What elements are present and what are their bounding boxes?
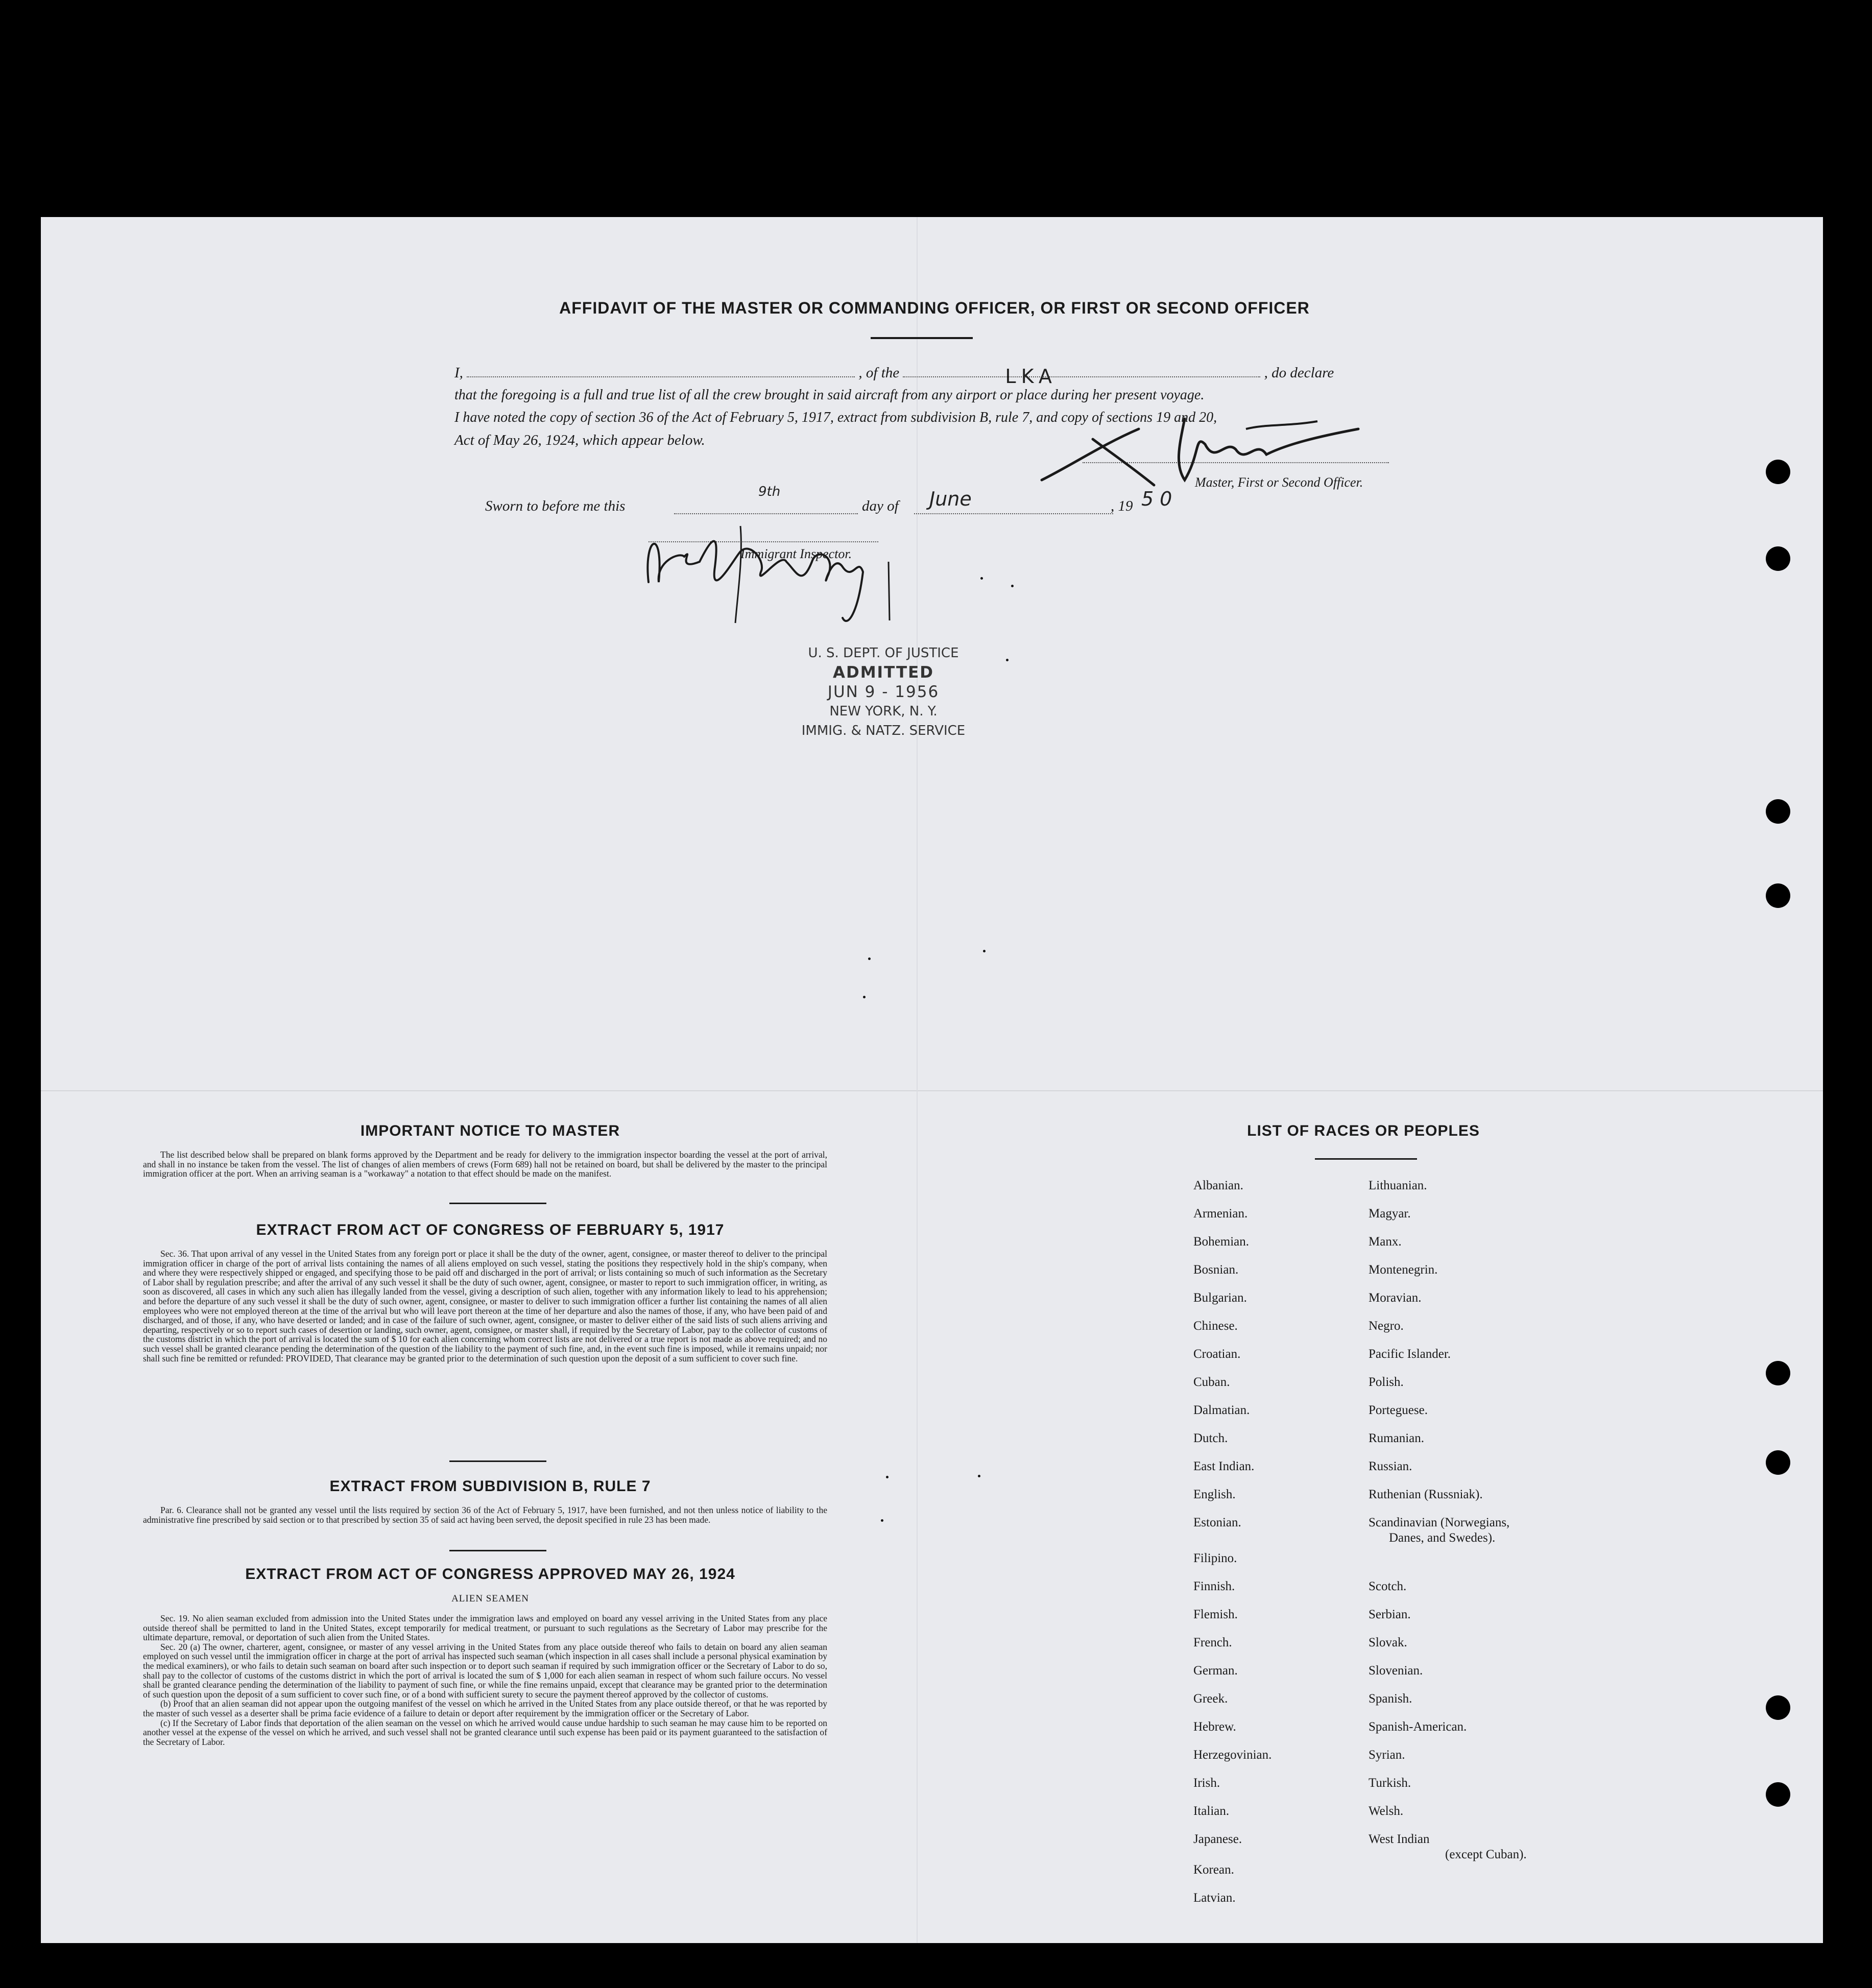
race-item: Bosnian. bbox=[1193, 1263, 1239, 1277]
race-item: Spanish-American. bbox=[1369, 1720, 1467, 1734]
stamp-line-2: ADMITTED bbox=[832, 663, 934, 682]
notice-title: IMPORTANT NOTICE TO MASTER bbox=[360, 1122, 620, 1139]
extract-1917-text bbox=[143, 1249, 827, 1363]
extract-1917-title: EXTRACT FROM ACT OF CONGRESS OF FEBRUARY 5, 1917 bbox=[256, 1221, 725, 1238]
race-item: Estonian. bbox=[1193, 1516, 1241, 1529]
punch-hole bbox=[1766, 1450, 1790, 1475]
notice-paragraph: The list described below shall be prepared on blank forms approved by the Department and be ready for delivery to the immigration inspector boarding the vessel at the port of arrival, and shall in no instance be taken from the vessel. The list of changes of alien members of crews (Form 689) hall not be retained on board, but shall be delivered by the master to the principal immigration officer at the port. When an arriving seaman is a "workaway" a notation to that effect should be made on the manifest. bbox=[143, 1149, 827, 1179]
rule-7-title: EXTRACT FROM SUBDIVISION B, RULE 7 bbox=[329, 1478, 651, 1495]
sworn-month-handwritten: June bbox=[929, 488, 972, 510]
race-item: Irish. bbox=[1193, 1776, 1220, 1790]
affidavit-title: AFFIDAVIT OF THE MASTER OR COMMANDING OFFICER, OR FIRST OR SECOND OFFICER bbox=[559, 299, 1310, 317]
race-item: Lithuanian. bbox=[1369, 1179, 1427, 1192]
race-item: (except Cuban). bbox=[1445, 1848, 1527, 1861]
speck bbox=[1006, 659, 1009, 661]
race-item: Latvian. bbox=[1193, 1891, 1236, 1905]
race-item: Russian. bbox=[1369, 1459, 1412, 1473]
fold-line bbox=[41, 1090, 1823, 1091]
race-item: Flemish. bbox=[1193, 1608, 1238, 1621]
race-item: Albanian. bbox=[1193, 1179, 1243, 1192]
year-handwritten: 50 bbox=[1141, 488, 1179, 510]
race-item: Armenian. bbox=[1193, 1207, 1248, 1220]
affidavit-of-the-label: , of the bbox=[858, 365, 900, 381]
speck bbox=[881, 1519, 883, 1522]
affidavit-line-3: I have noted the copy of section 36 of the Act of February 5, 1917, extract from subdivision B, rule 7, and copy of sections 19 and 20, bbox=[454, 410, 1217, 425]
sworn-day-handwritten: 9th bbox=[758, 484, 781, 499]
race-item: Cuban. bbox=[1193, 1375, 1230, 1389]
races-rule bbox=[1315, 1158, 1417, 1160]
race-item: Montenegrin. bbox=[1369, 1263, 1438, 1277]
race-item: French. bbox=[1193, 1636, 1232, 1649]
vessel-name-handwritten: LKA bbox=[1005, 365, 1057, 388]
punch-hole bbox=[1766, 799, 1790, 824]
race-item: Manx. bbox=[1369, 1235, 1402, 1249]
race-item: Hebrew. bbox=[1193, 1720, 1236, 1734]
speck bbox=[980, 577, 983, 580]
speck bbox=[863, 996, 866, 998]
race-item: Porteguese. bbox=[1369, 1403, 1428, 1417]
race-item: Spanish. bbox=[1369, 1692, 1412, 1706]
notice-rule bbox=[449, 1203, 546, 1204]
rule-7-text bbox=[143, 1505, 827, 1524]
races-title: LIST OF RACES OR PEOPLES bbox=[1247, 1122, 1480, 1139]
year-prefix: , 19 bbox=[1111, 498, 1133, 514]
speck bbox=[1011, 585, 1014, 587]
punch-hole bbox=[1766, 1361, 1790, 1385]
race-item: Serbian. bbox=[1369, 1608, 1411, 1621]
race-item: Slovenian. bbox=[1369, 1664, 1423, 1678]
vertical-fold-line bbox=[917, 217, 918, 1943]
race-item: West Indian bbox=[1369, 1832, 1430, 1846]
rule-7-rule bbox=[449, 1550, 546, 1551]
race-item: Pacific Islander. bbox=[1369, 1347, 1451, 1361]
affidavit-line-1 bbox=[454, 362, 1389, 388]
master-signature bbox=[1031, 409, 1389, 490]
stamp-line-4: NEW YORK, N. Y. bbox=[829, 704, 938, 719]
punch-hole bbox=[1766, 1695, 1790, 1720]
inspector-label: Immigrant Inspector. bbox=[740, 546, 852, 561]
race-item: Ruthenian (Russniak). bbox=[1369, 1488, 1483, 1501]
race-item: Korean. bbox=[1193, 1863, 1234, 1877]
notice-text bbox=[143, 1150, 827, 1179]
stamp-line-5: IMMIG. & NATZ. SERVICE bbox=[801, 723, 966, 738]
race-item: German. bbox=[1193, 1664, 1238, 1678]
extract-1917-rule bbox=[449, 1460, 546, 1462]
affidavit-i-label: I, bbox=[454, 365, 463, 381]
sec-19-paragraph: Sec. 19. No alien seaman excluded from admission into the United States under the immigration laws and employed on board any vessel arriving in the United States from any place outside thereof shall be permitted to land in the United States, except temporarily for medical treatment, or pursuant to such regulations as the Secretary of Labor may prescribe for the ultimate departure, removal, or deportation of such alien from the United States. bbox=[143, 1613, 827, 1643]
sworn-label: Sworn to before me this bbox=[485, 498, 626, 514]
race-item: Slovak. bbox=[1369, 1636, 1407, 1649]
race-item: Danes, and Swedes). bbox=[1389, 1531, 1496, 1545]
master-label: Master, First or Second Officer. bbox=[1195, 475, 1363, 490]
vessel-blank bbox=[903, 365, 1260, 388]
race-item: Scotch. bbox=[1369, 1579, 1407, 1593]
extract-1924-text bbox=[143, 1614, 827, 1746]
alien-seamen-subtitle: ALIEN SEAMEN bbox=[451, 1593, 529, 1604]
punch-hole bbox=[1766, 546, 1790, 571]
race-item: Dutch. bbox=[1193, 1431, 1228, 1445]
punch-hole bbox=[1766, 1782, 1790, 1807]
affidavit-declare-label: , do declare bbox=[1264, 365, 1334, 381]
inspector-signature bbox=[633, 506, 899, 638]
race-item: Welsh. bbox=[1369, 1804, 1404, 1818]
par-6-paragraph: Par. 6. Clearance shall not be granted any vessel until the lists required by section 36 of the Act of February 5, 1917, have been furnished, and not then unless notice of liability to the administrative fine prescribed by said section or to that prescribed by section 35 of said act having been served, the deposit specified in rule 23 has been made. bbox=[143, 1505, 827, 1525]
affidavit-line-4: Act of May 26, 1924, which appear below. bbox=[454, 432, 705, 448]
speck bbox=[978, 1475, 980, 1477]
race-item: Syrian. bbox=[1369, 1748, 1405, 1762]
race-item: Polish. bbox=[1369, 1375, 1404, 1389]
race-item: Rumanian. bbox=[1369, 1431, 1425, 1445]
stamp-line-3: JUN 9 - 1956 bbox=[827, 683, 940, 701]
affidavit-line-2: that the foregoing is a full and true list of all the crew brought in said aircraft from any airport or place during her present voyage. bbox=[454, 387, 1205, 403]
month-blank bbox=[914, 513, 1113, 514]
race-item: Dalmatian. bbox=[1193, 1403, 1250, 1417]
race-item: Finnish. bbox=[1193, 1579, 1235, 1593]
race-item: Negro. bbox=[1369, 1319, 1404, 1333]
stamp-line-1: U. S. DEPT. OF JUSTICE bbox=[808, 645, 959, 661]
race-item: Japanese. bbox=[1193, 1832, 1242, 1846]
race-item: English. bbox=[1193, 1488, 1236, 1501]
sec-36-paragraph: Sec. 36. That upon arrival of any vessel in the United States from any foreign port or place it shall be the duty of the owner, agent, consignee, or master thereof to deliver to the principal immigration officer in charge of the port of arrival lists containing the names of all aliens employed on such vessel, stating the positions they respectively hold in the ship's company, when and where they were respectively shipped or engaged, and specifying those to be paid off and discharged in the port of arrival; or lists containing so much of such information as the Secretary of Labor shall by regulation prescribe; and after the arrival of any such vessel it shall be the duty of such owner, agent, consignee, or master to report to such immigration officer, in writing, as soon as discovered, all cases in which any such alien has illegally landed from the vessel, giving a description of such alien, together with any information likely to lead to his apprehension; and before the departure of any such vessel it shall be the duty of such owner, agent, consignee, or master to deliver to such immigration officer a further list containing the names of all alien employees who were not employed thereon at the time of the arrival but who will leave port thereon at the time of her departure and also the names of those, if any, who have been paid of and discharged, and of those, if any, who have deserted or landed; and in case of the failure of such owner, agent, consignee, or master to deliver either of the said lists of such aliens arriving and departing, respectively or so to report such cases of desertion or landing, such owner, agent, consignee, or master shall, if required by the Secretary of Labor, pay to the collector of customs of the customs district in which the port of arrival is located the sum of $ 10 for each alien concerning whom correct lists are not delivered or a true report is not made as above required; and no such vessel shall be granted clearance pending the determination of the question of the liability to the payment of such fine, and, in the event such fine is imposed, while it remains unpaid; nor shall such fine be remitted or refunded: PROVIDED, That clearance may be granted prior to the determination of such question upon the deposit of a sum sufficient to cover such fine. bbox=[143, 1249, 827, 1363]
speck bbox=[868, 957, 871, 960]
punch-hole bbox=[1766, 460, 1790, 484]
sec-20c-paragraph: (c) If the Secretary of Labor finds that deportation of the alien seaman on the vessel on which he arrived would cause undue hardship to such seaman he may cause him to be reported on another vessel at the expense of the vessel on which he arrived, and such vessel shall not be granted clearance until such expense has been paid or its payment guaranteed to the satisfaction of the Secretary of Labor. bbox=[143, 1717, 827, 1747]
race-item: Scandinavian (Norwegians, bbox=[1369, 1516, 1510, 1529]
extract-1924-title: EXTRACT FROM ACT OF CONGRESS APPROVED MAY 26, 1924 bbox=[245, 1566, 735, 1583]
race-item: Herzegovinian. bbox=[1193, 1748, 1272, 1762]
race-item: Chinese. bbox=[1193, 1319, 1238, 1333]
punch-hole bbox=[1766, 883, 1790, 908]
race-item: Turkish. bbox=[1369, 1776, 1411, 1790]
name-blank bbox=[467, 376, 855, 377]
admitted-stamp bbox=[781, 643, 986, 740]
title-rule bbox=[871, 337, 973, 339]
race-item: Croatian. bbox=[1193, 1347, 1241, 1361]
race-item: Bohemian. bbox=[1193, 1235, 1250, 1249]
sec-20a-paragraph: Sec. 20 (a) The owner, charterer, agent, consignee, or master of any vessel arriving in the United States from any place outside thereof who fails to detain on board any alien seaman employed on such vessel until the immigration officer in charge at the port of arrival has inspected such seaman (which inspection in all cases shall include a personal physical examination by the medical examiners), or who fails to detain such seaman on board after such inspection or to deport such seaman if required by such immigration officer or the Secretary of Labor to do so, shall pay to the collector of customs of the customs district in which the port of arrival is located the sum of $ 1,000 for each alien seaman in respect of whom such failure occurs. No vessel shall be granted clearance pending the determination of the liability to payment of such fine, or while the fine remains unpaid, except that clearance may be granted prior to the determination of such question upon the deposit of a sum sufficient to cover such fine, or of a bond with sufficient surety to secure the payment thereof approved by the collector of customs. bbox=[143, 1641, 827, 1699]
race-item: Greek. bbox=[1193, 1692, 1228, 1706]
race-item: Bulgarian. bbox=[1193, 1291, 1247, 1305]
sec-20b-paragraph: (b) Proof that an alien seaman did not appear upon the outgoing manifest of the vessel on which he arrived in the United States from any place outside thereof, or that he was reported by the master of such vessel as a deserter shall be prima facie evidence of a failure to detain or deport after requirement by the immigration officer or the Secretary of Labor. bbox=[143, 1698, 827, 1718]
race-item: Italian. bbox=[1193, 1804, 1230, 1818]
speck bbox=[886, 1476, 889, 1478]
pen-tick bbox=[878, 562, 899, 623]
speck bbox=[983, 950, 986, 952]
race-item: Magyar. bbox=[1369, 1207, 1411, 1220]
race-item: Filipino. bbox=[1193, 1551, 1237, 1565]
race-item: Moravian. bbox=[1369, 1291, 1422, 1305]
race-item: East Indian. bbox=[1193, 1459, 1255, 1473]
day-of-label: day of bbox=[862, 498, 899, 514]
